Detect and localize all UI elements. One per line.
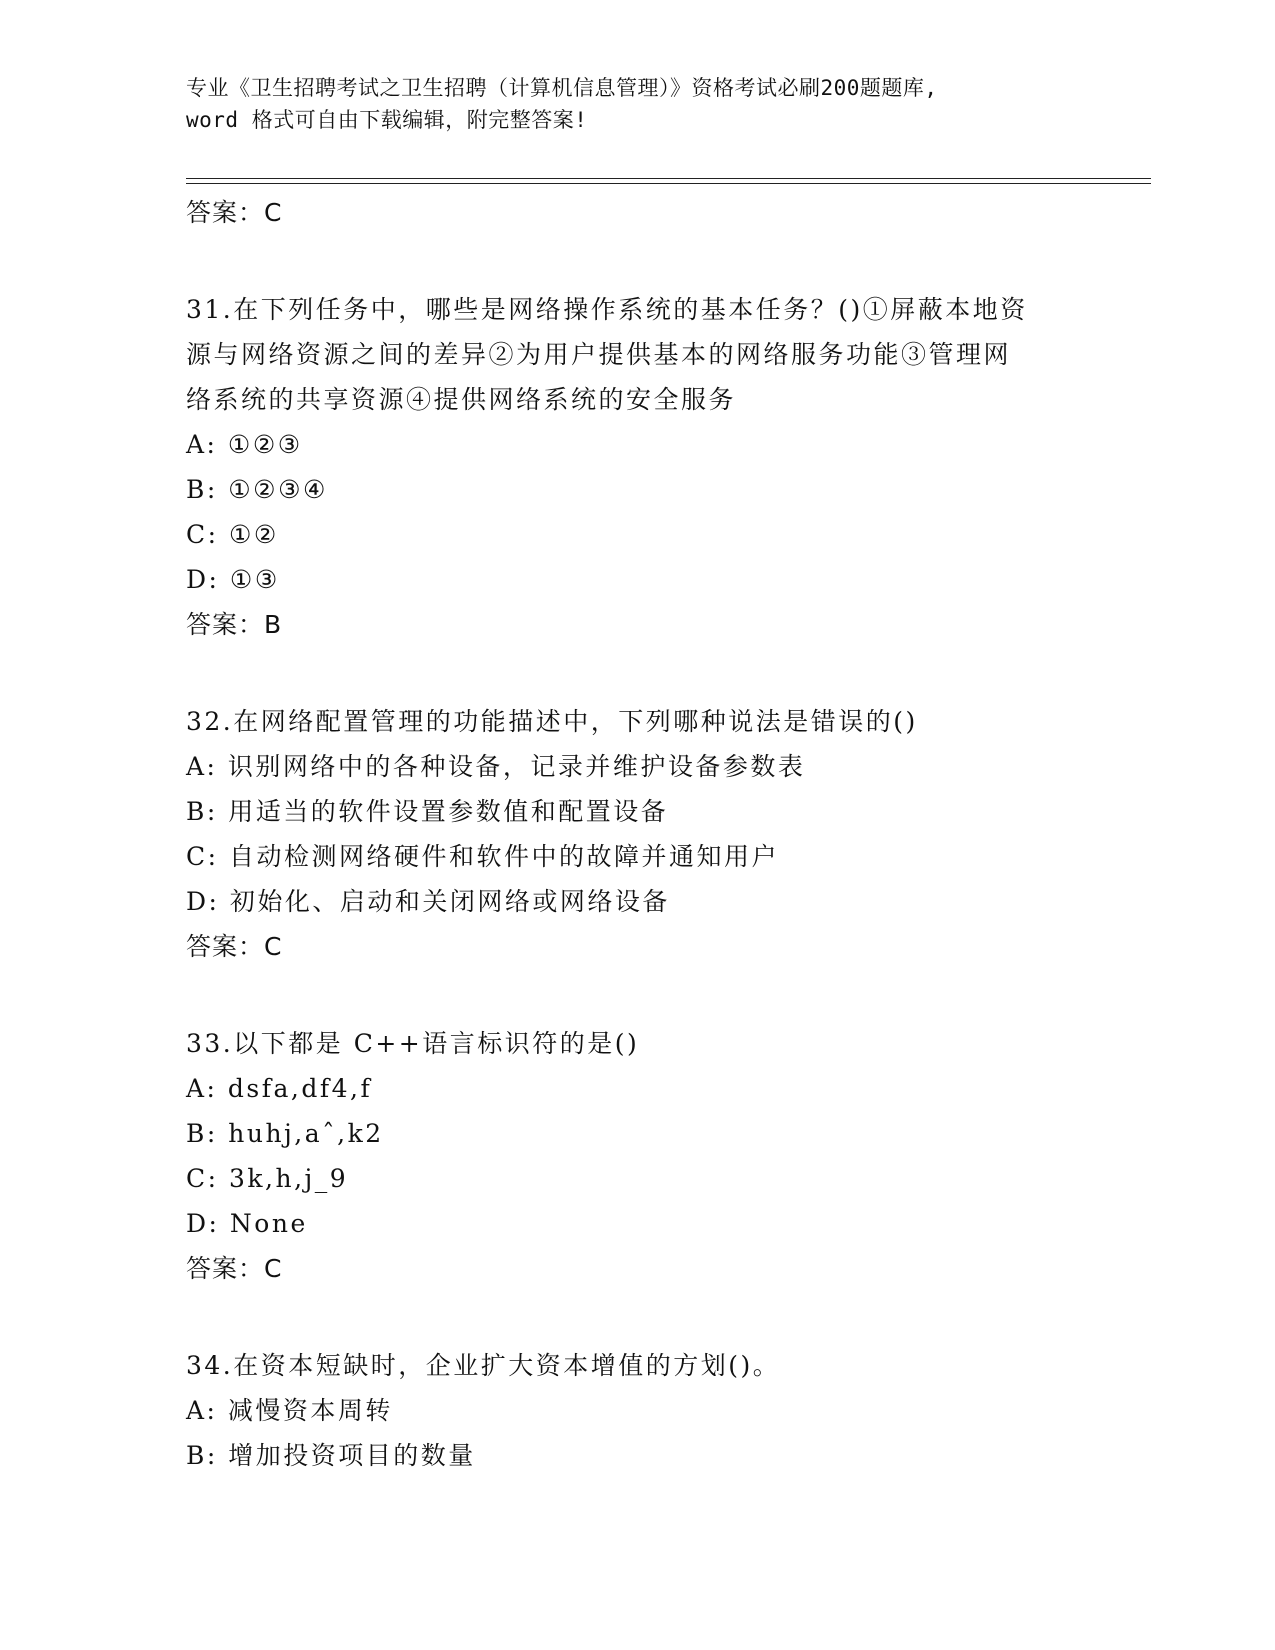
option-c: C: ①② (186, 520, 279, 549)
option-b: B: huhj,aˆ,k2 (186, 1119, 384, 1148)
question-stem: 源与网络资源之间的差异②为用户提供基本的网络服务功能③管理网 (186, 340, 1012, 369)
option-b: B: ①②③④ (186, 475, 328, 504)
option-b: B: 增加投资项目的数量 (186, 1441, 476, 1470)
question-stem: 31.在下列任务中，哪些是网络操作系统的基本任务？()①屏蔽本地资 (186, 295, 1028, 324)
option-b: B: 用适当的软件设置参数值和配置设备 (186, 797, 669, 826)
option-a: A: ①②③ (186, 430, 303, 459)
document-header (186, 72, 1086, 136)
question-stem: 络系统的共享资源④提供网络系统的安全服务 (186, 385, 737, 414)
option-a: A: 减慢资本周转 (186, 1396, 393, 1425)
option-d: D: None (186, 1209, 308, 1238)
header-line-1: 专业《卫生招聘考试之卫生招聘（计算机信息管理）》资格考试必刷200题题库, (186, 76, 938, 100)
question-32 (186, 699, 1086, 969)
question-33 (186, 1021, 1086, 1291)
option-d: D: 初始化、启动和关闭网络或网络设备 (186, 887, 670, 916)
header-line-2: word 格式可自由下载编辑，附完整答案! (186, 108, 588, 132)
question-stem: 33.以下都是 C++语言标识符的是() (186, 1029, 640, 1058)
answer-line: 答案：C (186, 198, 283, 227)
answer-line: 答案：C (186, 932, 283, 961)
option-d: D: ①③ (186, 565, 280, 594)
option-a: A: dsfa,df4,f (186, 1074, 373, 1103)
question-stem: 34.在资本短缺时，企业扩大资本增值的方划()。 (186, 1351, 781, 1380)
header-divider-top (186, 178, 1151, 179)
answer-line: 答案：B (186, 610, 283, 639)
header-divider-bottom (186, 183, 1151, 184)
option-c: C: 3k,h,j_9 (186, 1164, 349, 1193)
question-31 (186, 287, 1086, 647)
question-list (186, 190, 1086, 1478)
question-stem: 32.在网络配置管理的功能描述中，下列哪种说法是错误的() (186, 707, 918, 736)
option-a: A: 识别网络中的各种设备，记录并维护设备参数表 (186, 752, 806, 781)
option-c: C: 自动检测网络硬件和软件中的故障并通知用户 (186, 842, 779, 871)
question-34 (186, 1343, 1086, 1478)
answer-line: 答案：C (186, 1254, 283, 1283)
